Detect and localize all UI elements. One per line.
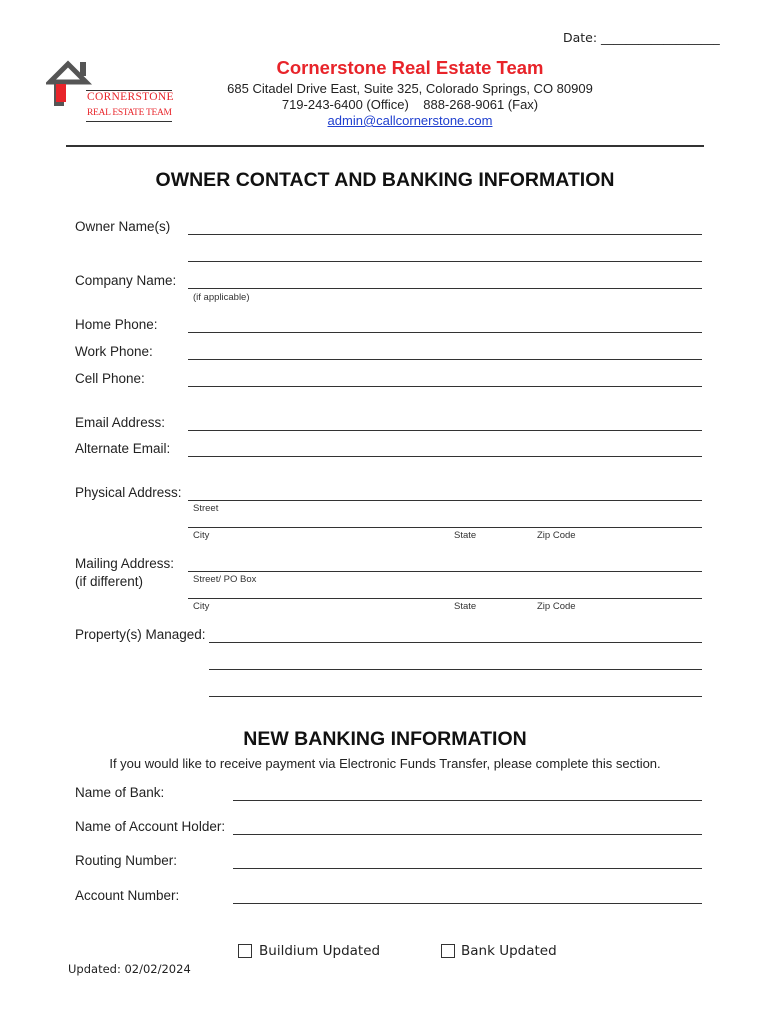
account-number-field[interactable] [233, 903, 702, 904]
account-holder-field[interactable] [233, 834, 702, 835]
physical-city-field[interactable] [188, 527, 702, 528]
account-number-label: Account Number: [75, 888, 180, 903]
account-holder-label: Name of Account Holder: [75, 819, 226, 834]
cell-phone-label: Cell Phone: [75, 371, 145, 386]
mailing-city-field[interactable] [188, 598, 702, 599]
cell-phone-field[interactable] [188, 386, 702, 387]
work-phone-field[interactable] [188, 359, 702, 360]
banking-intro: If you would like to receive payment via Electronic Funds Transfer, please complete this section. [109, 756, 661, 771]
properties-field-2[interactable] [209, 669, 702, 670]
bank-name-label: Name of Bank: [75, 785, 165, 800]
date-field-label: Date: ___________________ [563, 30, 720, 45]
logo-subname: REAL ESTATE TEAM [87, 108, 172, 118]
alt-email-label: Alternate Email: [75, 441, 171, 456]
physical-street-field[interactable] [188, 500, 702, 501]
mailing-street-caption: Street/ PO Box [193, 574, 257, 585]
mailing-city-caption: City [193, 601, 210, 612]
owner-names-field[interactable] [188, 234, 702, 235]
alt-email-field[interactable] [188, 456, 702, 457]
bank-updated-label: Bank Updated [461, 943, 557, 959]
bank-updated-checkbox[interactable] [441, 944, 455, 958]
physical-street-caption: Street [193, 503, 219, 514]
owner-names-field-2[interactable] [188, 261, 702, 262]
section-title-owner: OWNER CONTACT AND BANKING INFORMATION [155, 169, 615, 191]
routing-number-label: Routing Number: [75, 853, 178, 868]
logo-name: CORNERSTONE [87, 91, 174, 103]
mailing-if-different: (if different) [75, 574, 144, 589]
home-phone-field[interactable] [188, 332, 702, 333]
mailing-address-label: Mailing Address: [75, 556, 175, 571]
owner-names-label: Owner Name(s) [75, 219, 171, 234]
updated-date: Updated: 02/02/2024 [68, 962, 191, 976]
section-title-banking: NEW BANKING INFORMATION [243, 728, 527, 750]
house-logo-icon [46, 60, 106, 112]
mailing-state-caption: State [454, 601, 477, 612]
company-name-label: Company Name: [75, 273, 177, 288]
email-field[interactable] [188, 430, 702, 431]
if-applicable-note: (if applicable) [193, 292, 250, 303]
mailing-street-field[interactable] [188, 571, 702, 572]
email-label: Email Address: [75, 415, 166, 430]
company-address: 685 Citadel Drive East, Suite 325, Colorado Springs, CO 80909 [227, 81, 593, 96]
physical-zip-caption: Zip Code [537, 530, 576, 541]
buildium-updated-label: Buildium Updated [259, 943, 381, 959]
properties-field-3[interactable] [209, 696, 702, 697]
physical-address-label: Physical Address: [75, 485, 182, 500]
company-email-link[interactable]: admin@callcornerstone.com [327, 113, 493, 128]
header-divider [66, 145, 704, 147]
routing-number-field[interactable] [233, 868, 702, 869]
physical-state-caption: State [454, 530, 477, 541]
company-name-field[interactable] [188, 288, 702, 289]
properties-field-1[interactable] [209, 642, 702, 643]
company-name: Cornerstone Real Estate Team [276, 57, 544, 78]
properties-managed-label: Property(s) Managed: [75, 627, 206, 642]
physical-city-caption: City [193, 530, 210, 541]
mailing-zip-caption: Zip Code [537, 601, 576, 612]
home-phone-label: Home Phone: [75, 317, 158, 332]
company-phones: 719-243-6400 (Office) 888-268-9061 (Fax) [281, 97, 539, 112]
buildium-updated-checkbox[interactable] [238, 944, 252, 958]
work-phone-label: Work Phone: [75, 344, 153, 359]
bank-name-field[interactable] [233, 800, 702, 801]
